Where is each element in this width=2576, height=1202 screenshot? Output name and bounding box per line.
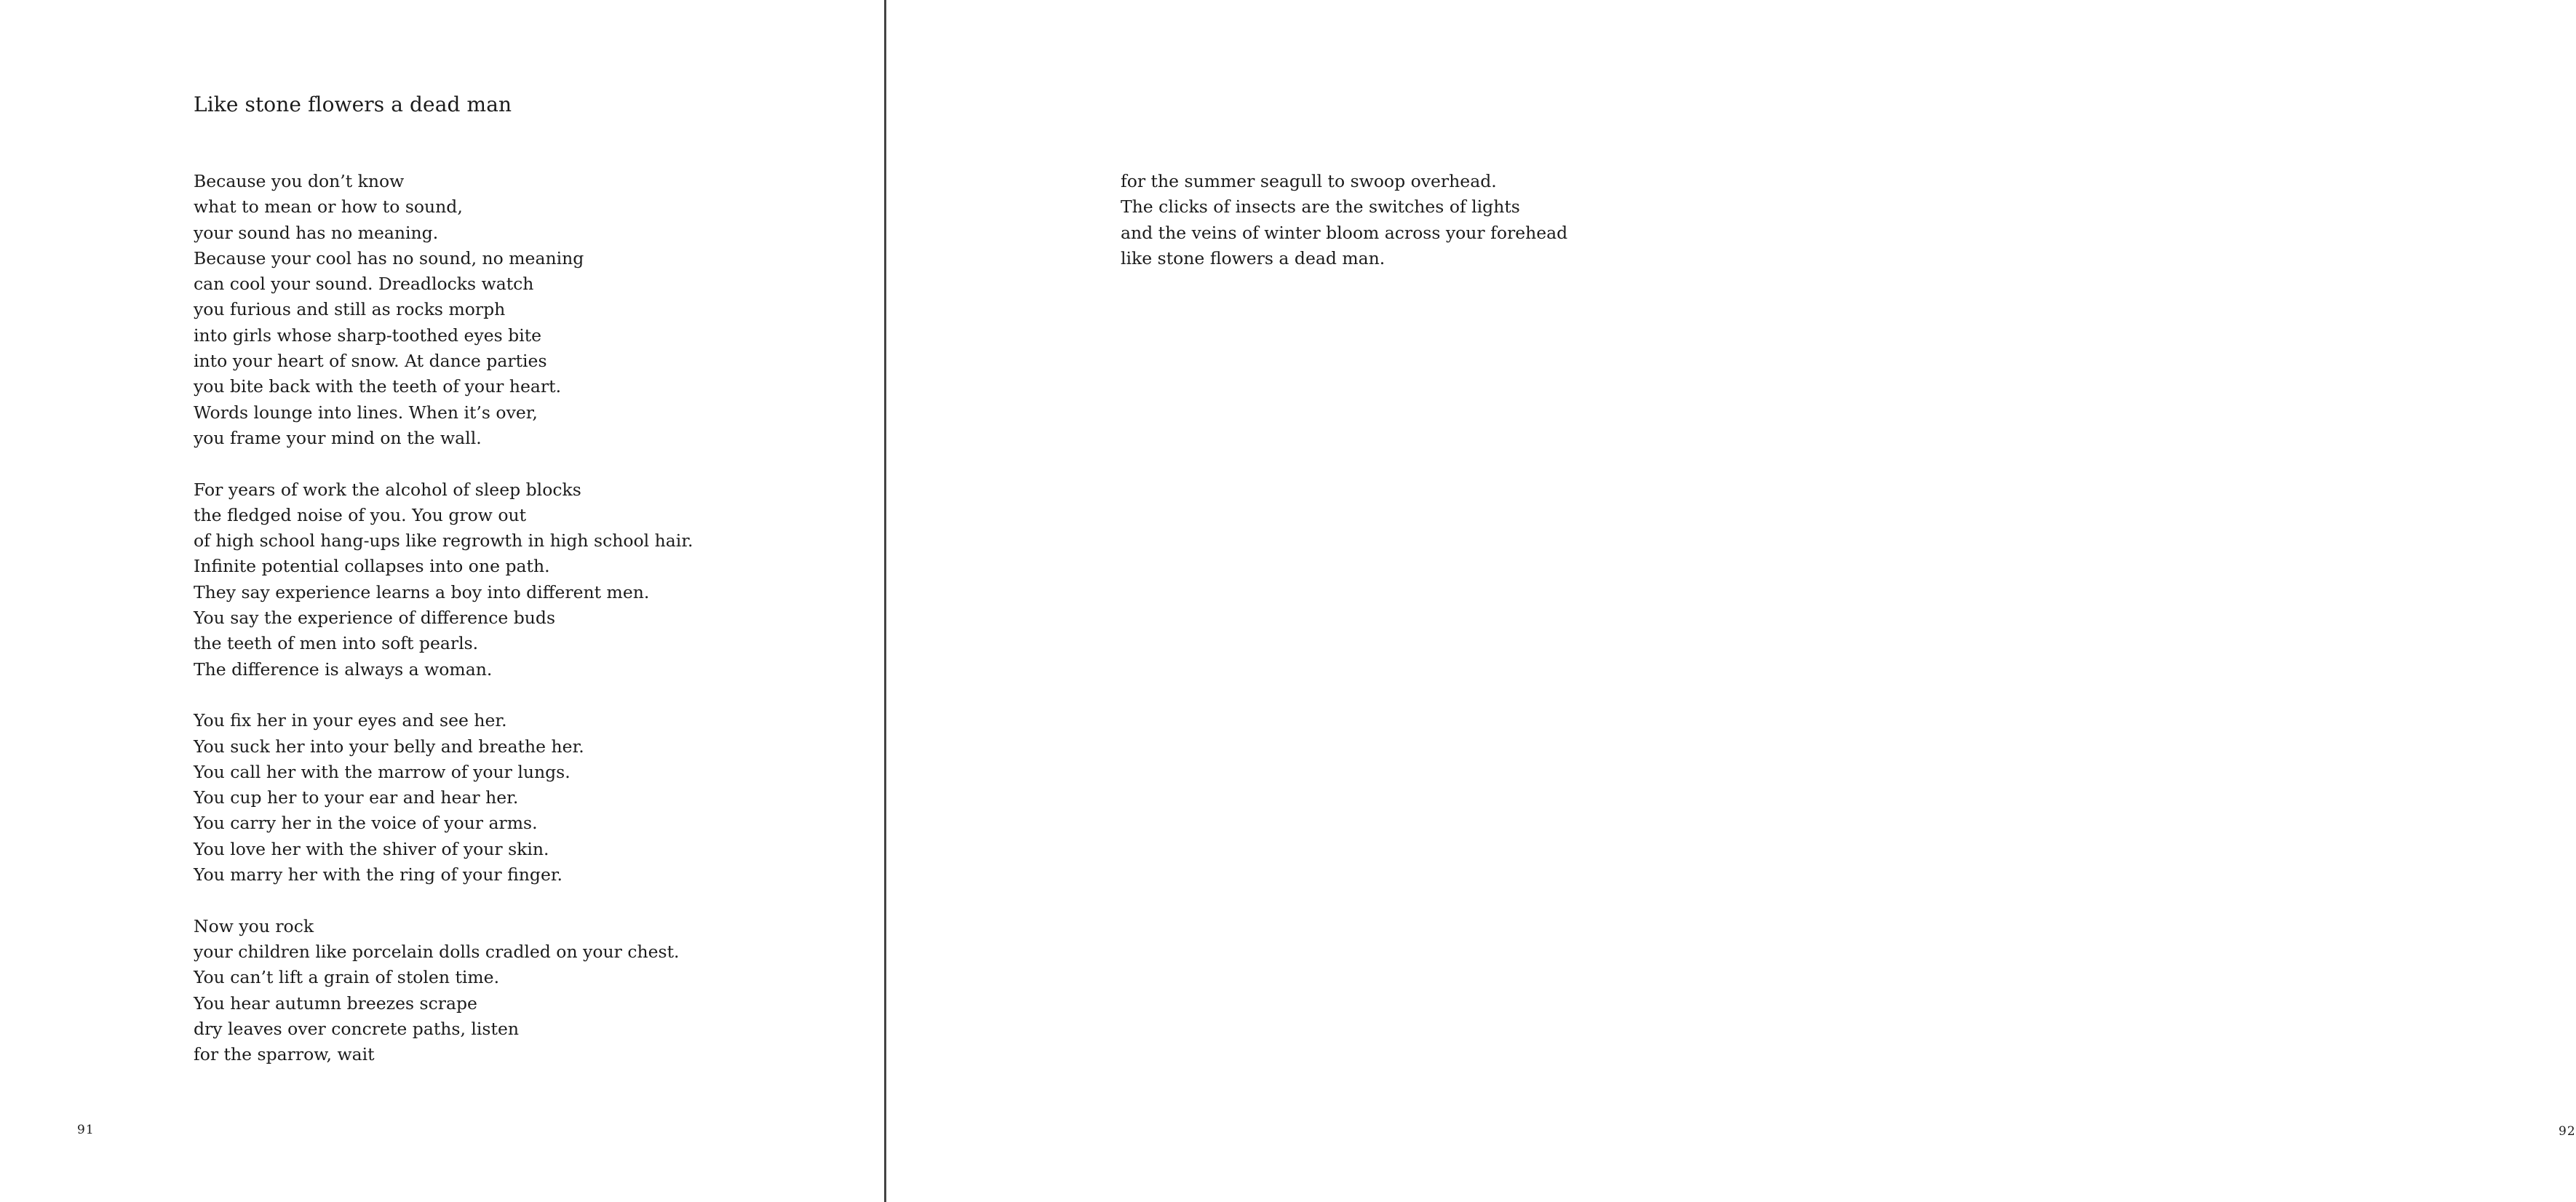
- poem-line: Because you don’t know: [194, 171, 405, 191]
- poem-line: for the summer seagull to swoop overhead.: [1121, 171, 1497, 191]
- poem-line: your sound has no meaning.: [194, 222, 439, 243]
- poem-line: dry leaves over concrete paths, listen: [194, 1018, 519, 1039]
- poem-line: Now you rock: [194, 915, 314, 936]
- poem-line: You say the experience of difference buds: [194, 608, 556, 629]
- poem-line: You hear autumn breezes scrape: [194, 992, 477, 1014]
- poem-line: You suck her into your belly and breathe her.: [194, 736, 584, 757]
- poem-line: you frame your mind on the wall.: [194, 427, 482, 448]
- left-page: [0, 0, 884, 1202]
- poem-line: Words lounge into lines. When it’s over,: [194, 402, 538, 423]
- poem-line: You marry her with the ring of your finger.: [194, 864, 562, 885]
- page-number-right: 92: [2559, 1124, 2576, 1139]
- poem-line: into girls whose sharp-toothed eyes bite: [194, 325, 542, 346]
- poem-line: You cup her to your ear and hear her.: [194, 787, 519, 808]
- stanza-1: [194, 169, 693, 451]
- poem-line: You call her with the marrow of your lungs.: [194, 761, 571, 782]
- poem-line: into your heart of snow. At dance parties: [194, 351, 547, 372]
- poem-line: The difference is always a woman.: [194, 658, 493, 680]
- poem-line: You carry her in the voice of your arms.: [194, 813, 538, 834]
- poem-line: Infinite potential collapses into one path.: [194, 556, 550, 577]
- poem-line: The clicks of insects are the switches of lights: [1121, 196, 1520, 218]
- poem-line: You love her with the shiver of your skin.: [194, 838, 549, 859]
- poem-line: and the veins of winter bloom across your forehead: [1121, 222, 1568, 243]
- poem-line: You can’t lift a grain of stolen time.: [194, 967, 500, 988]
- poem-line: like stone flowers a dead man.: [1121, 247, 1386, 268]
- stanza-4: [194, 914, 693, 1068]
- poem-line: For years of work the alcohol of sleep blocks: [194, 479, 581, 500]
- poem-line: for the sparrow, wait: [194, 1044, 375, 1065]
- stanza-3: [194, 708, 693, 888]
- poem-line: the teeth of men into soft pearls.: [194, 633, 479, 654]
- poem-body-left: [194, 169, 693, 1067]
- stanza-2: [194, 477, 693, 682]
- poem-line: your children like porcelain dolls cradled on your chest.: [194, 941, 680, 962]
- poem-line: They say experience learns a boy into different men.: [194, 581, 650, 602]
- poem-body-right: [1121, 169, 1567, 271]
- page-number-left: 91: [77, 1123, 95, 1137]
- poem-line: of high school hang-ups like regrowth in high school hair.: [194, 530, 693, 552]
- poem-line: can cool your sound. Dreadlocks watch: [194, 274, 534, 295]
- poem-title: Like stone flowers a dead man: [194, 92, 512, 116]
- stanza-continued: [1121, 169, 1567, 271]
- poem-line: you furious and still as rocks morph: [194, 299, 506, 320]
- poem-line: Because your cool has no sound, no meaning: [194, 247, 584, 268]
- poem-line: you bite back with the teeth of your heart.: [194, 376, 562, 397]
- poem-line: what to mean or how to sound,: [194, 196, 463, 218]
- right-page: [886, 0, 2576, 1202]
- poem-line: the fledged noise of you. You grow out: [194, 504, 527, 525]
- poem-line: You fix her in your eyes and see her.: [194, 710, 507, 731]
